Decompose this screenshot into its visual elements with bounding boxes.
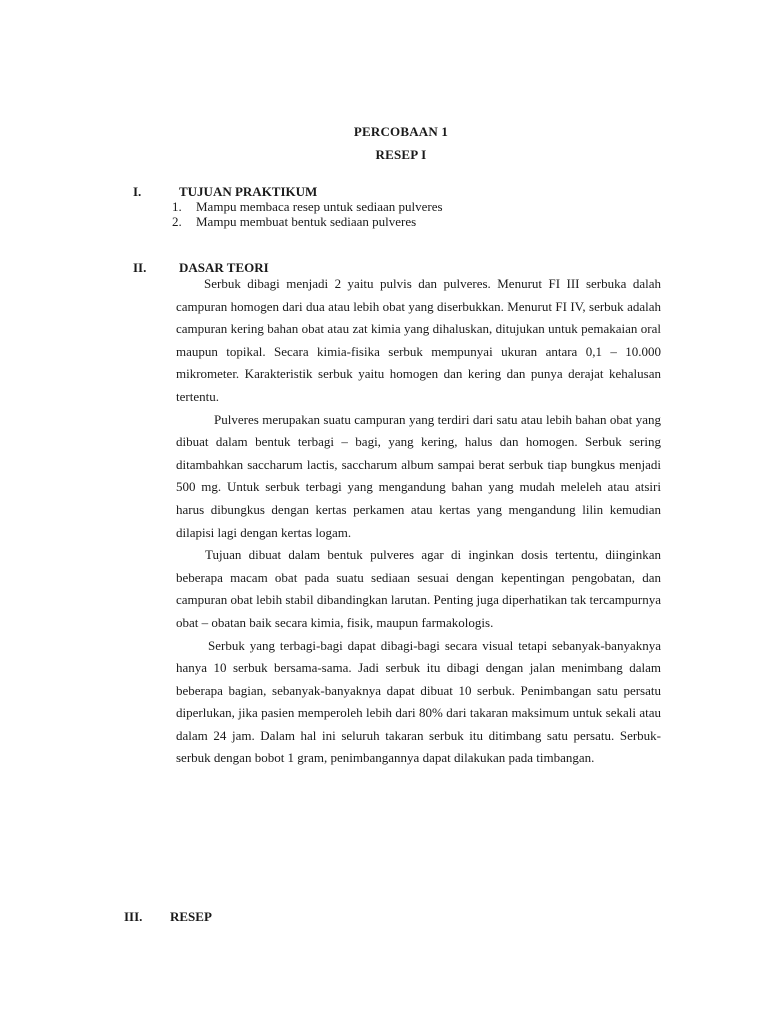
section-number-3: III. bbox=[124, 909, 143, 924]
objectives-list bbox=[172, 199, 443, 229]
document-subtitle: RESEP I bbox=[375, 147, 427, 162]
list-item-number: 1. bbox=[172, 199, 182, 214]
section-title-resep: RESEP bbox=[170, 909, 212, 924]
list-item-number: 2. bbox=[172, 214, 182, 229]
list-item-text: Mampu membuat bentuk sediaan pulveres bbox=[196, 214, 417, 229]
document-title: PERCOBAAN 1 bbox=[353, 124, 449, 139]
theory-body bbox=[176, 273, 661, 770]
section-number-1: I. bbox=[133, 184, 142, 199]
theory-paragraph: Serbuk yang terbagi-bagi dapat dibagi-bagi secara visual tetapi sebanyak-banyaknya hanya 10 serbuk bersama-sama. Jadi serbuk itu dibagi dengan jalan menimbang dalam beberapa bagian, sebanyak-banyaknya dapat dibuat 10 serbuk. Penimbangan satu persatu diperlukan, jika pasien memperoleh lebih dari 80% dari takaran maksimum untuk sekali atau dalam 24 jam. Dalam hal ini seluruh takaran serbuk itu ditimbang satu persatu. Serbuk-serbuk dengan bobot 1 gram, penimbangannya dapat dilakukan pada timbangan. bbox=[176, 637, 661, 766]
section-number-2: II. bbox=[133, 260, 147, 275]
section-title-tujuan: TUJUAN PRAKTIKUM bbox=[179, 184, 318, 199]
section-title-dasar-teori: DASAR TEORI bbox=[179, 260, 269, 275]
theory-paragraph: Serbuk dibagi menjadi 2 yaitu pulvis dan pulveres. Menurut FI III serbuka dalah campuran homogen dari dua atau lebih obat yang diserbukkan. Menurut FI IV, serbuk adalah campuran kering bahan obat atau zat kimia yang dihaluskan, ditujukan untuk pemakaian oral maupun topikal. Secara kimia-fisika serbuk mempunyai ukuran antara 0,1 – 10.000 mikrometer. Karakteristik serbuk yaitu homogen dan kering dan punya derajat kehalusan tertentu. bbox=[176, 276, 661, 404]
theory-paragraph: Pulveres merupakan suatu campuran yang terdiri dari satu atau lebih bahan obat yang dibuat dalam bentuk terbagi – bagi, yang kering, halus dan homogen. Serbuk sering ditambahkan saccharum lactis, saccharum album sampai berat serbuk tiap bungkus menjadi 500 mg. Untuk serbuk terbagi yang mengandung bahan yang mudah meleleh atau atsiri harus dibungkus dengan kertas perkamen atau kertas yang mengandung lilin kemudian dilapisi lagi dengan kertas logam. bbox=[176, 411, 661, 540]
list-item-text: Mampu membaca resep untuk sediaan pulveres bbox=[196, 199, 443, 214]
list-item bbox=[172, 199, 443, 214]
theory-paragraph: Tujuan dibuat dalam bentuk pulveres agar di inginkan dosis tertentu, diinginkan beberapa macam obat pada suatu sediaan sesuai dengan kepentingan pengobatan, dan campuran obat lebih stabil dibandingkan larutan. Penting juga diperhatikan tak tercampurnya obat – obatan baik secara kimia, fisik, maupun farmakologis. bbox=[176, 547, 661, 630]
list-item bbox=[172, 214, 443, 229]
